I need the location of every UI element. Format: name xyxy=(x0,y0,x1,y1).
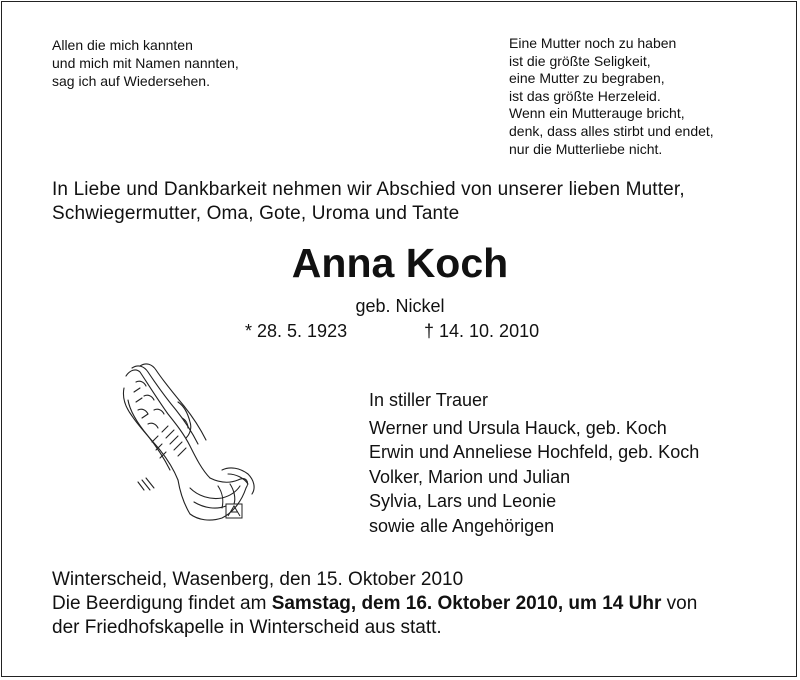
funeral-text: Die Beerdigung findet am xyxy=(52,593,272,614)
place-date: Winterscheid, Wasenberg, den 15. Oktober 2010 xyxy=(52,569,464,590)
birth-date: * 28. 5. 1923 xyxy=(245,321,348,341)
funeral-text: von xyxy=(661,593,698,614)
funeral-datetime: Samstag, dem 16. Oktober 2010, um 14 Uhr xyxy=(271,593,662,614)
poem-left-line: Allen die mich kannten xyxy=(52,37,193,53)
praying-hands-icon xyxy=(118,362,268,528)
mourner-entry: Erwin und Anneliese Hochfeld, geb. Koch xyxy=(369,442,700,462)
intro-line: In Liebe und Dankbarkeit nehmen wir Abschied von unserer lieben Mutter, xyxy=(52,179,685,200)
deceased-name: Anna Koch xyxy=(291,240,509,286)
death-date: † 14. 10. 2010 xyxy=(424,321,540,341)
mourner-entry: Werner und Ursula Hauck, geb. Koch xyxy=(369,417,667,438)
poem-right-line: nur die Mutterliebe nicht. xyxy=(509,140,663,157)
footer xyxy=(52,568,772,640)
mourner-entry: sowie alle Angehörigen xyxy=(369,515,555,536)
intro-line: Schwiegermutter, Oma, Gote, Uroma und Tante xyxy=(52,203,460,224)
poem-right-line: ist das größte Herzeleid. xyxy=(509,87,661,104)
mourners-lead: In stiller Trauer xyxy=(369,390,489,410)
poem-left-line: sag ich auf Wiedersehen. xyxy=(52,73,210,89)
mourners-list xyxy=(369,388,699,538)
monogram-icon xyxy=(226,504,242,518)
poem-right-line: ist die größte Seligkeit, xyxy=(509,52,651,69)
poem-left xyxy=(52,36,239,90)
maiden-name: geb. Nickel xyxy=(355,296,445,316)
funeral-notice xyxy=(52,592,772,616)
mourner-entry: Volker, Marion und Julian xyxy=(369,466,571,487)
poem-left-line: und mich mit Namen nannten, xyxy=(52,55,239,71)
mourner-entry: Sylvia, Lars und Leonie xyxy=(369,491,557,511)
poem-right-line: Eine Mutter noch zu haben xyxy=(509,35,677,51)
poem-right-line: denk, dass alles stirbt und endet, xyxy=(509,122,714,139)
poem-right-line: Wenn ein Mutterauge bricht, xyxy=(509,105,685,122)
funeral-location: der Friedhofskapelle in Winterscheid aus statt. xyxy=(52,617,442,638)
poem-right-line: eine Mutter zu begraben, xyxy=(509,70,665,87)
poem-right xyxy=(509,35,714,158)
intro-text xyxy=(52,178,752,226)
